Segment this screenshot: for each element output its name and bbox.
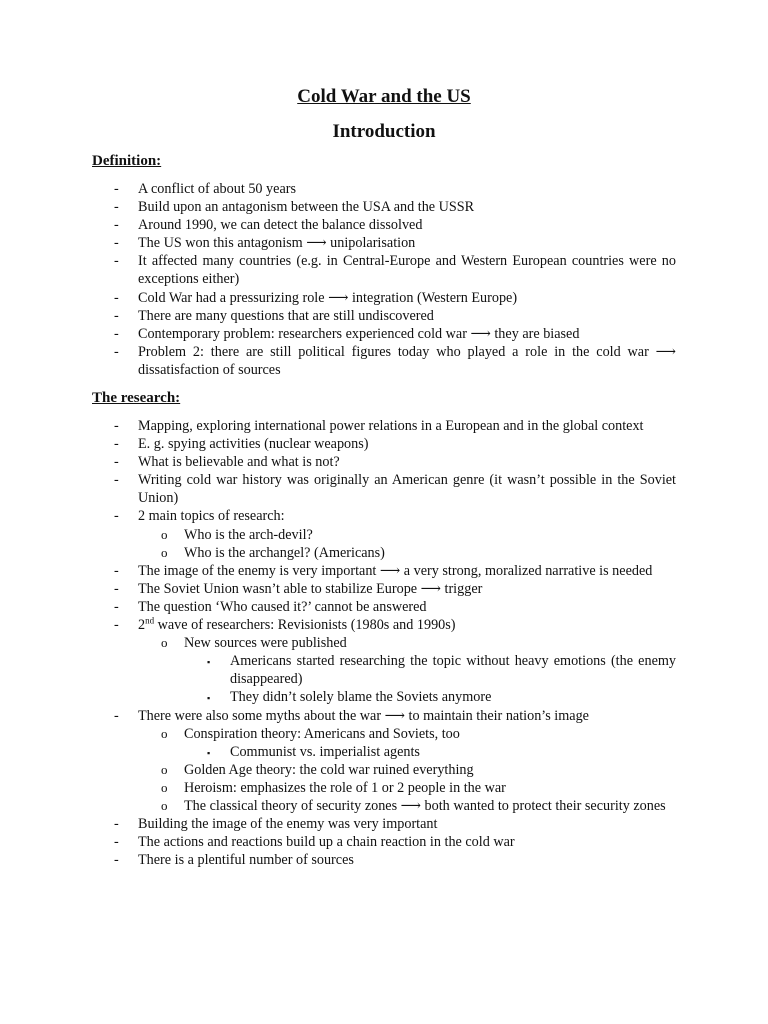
square-bullet-icon: ▪ [207,747,211,758]
list-item [0,507,768,525]
dash-bullet: - [114,598,119,615]
list-item-text [138,616,676,634]
list-item-text: The classical theory of security zones ⟶ both wanted to protect their security zones [184,797,666,814]
circle-bullet-icon: o [161,761,168,777]
list-item [0,779,768,797]
circle-bullet-icon: o [161,779,168,795]
dash-bullet: - [114,617,119,634]
list-item [0,180,768,198]
dash-bullet: - [114,307,119,324]
list-item-text: The question ‘Who caused it?’ cannot be answered [138,598,427,615]
list-item [0,216,768,234]
circle-bullet-icon: o [161,797,168,813]
list-item-text: E. g. spying activities (nuclear weapons) [138,436,369,453]
list-item [0,598,768,616]
list-item-text: Americans started researching the topic without heavy emotions (the enemy disappeared) [230,653,676,688]
list-item-text: The Soviet Union wasn’t able to stabilize Europe ⟶ trigger [138,580,483,597]
list-item-text: Writing cold war history was originally an American genre (it wasn’t possible in the Soviet Union) [138,472,676,507]
list-item-text: Mapping, exploring international power relations in a European and in the global context [138,418,644,434]
dash-bullet: - [114,235,119,252]
list-item [0,580,768,598]
list-item [0,761,768,779]
list-item [0,471,768,507]
list-item-text: Cold War had a pressurizing role ⟶ integration (Western Europe) [138,289,518,306]
dash-bullet: - [114,325,119,342]
dash-bullet: - [114,199,119,216]
list-item [0,307,768,325]
list-item-text: Golden Age theory: the cold war ruined everything [184,761,474,778]
document-subtitle: Introduction [332,121,436,142]
list-item [0,833,768,851]
list-item [0,453,768,471]
square-bullet-icon: ▪ [207,693,211,704]
dash-bullet: - [114,253,119,270]
dash-bullet: - [114,418,119,434]
research-list [0,417,768,869]
list-item-text-rest: wave of researchers: Revisionists (1980s and 1990s) [154,617,456,634]
circle-bullet-icon: o [161,526,168,542]
section-heading-definition: Definition: [92,153,162,169]
list-item-text: Communist vs. imperialist agents [230,743,420,760]
list-item-text: A conflict of about 50 years [138,181,296,197]
list-item [0,815,768,833]
dash-bullet: - [114,289,119,306]
list-item-text: Problem 2: there are still political figures today who played a role in the cold war ⟶ dissatisfaction of sources [138,343,676,378]
dash-bullet: - [114,834,119,851]
ordinal-suffix: nd [145,615,155,626]
dash-bullet: - [114,816,119,833]
list-item-text: Contemporary problem: researchers experienced cold war ⟶ they are biased [138,325,580,342]
list-item [0,562,768,580]
list-item-text: Heroism: emphasizes the role of 1 or 2 people in the war [184,779,506,796]
list-item [0,688,768,706]
list-item-text: Building the image of the enemy was very important [138,816,438,833]
list-item-text: The US won this antagonism ⟶ unipolarisation [138,235,416,252]
dash-bullet: - [114,454,119,471]
list-item-text: There is a plentiful number of sources [138,852,354,869]
dash-bullet: - [114,707,119,724]
list-item-text: Who is the arch-devil? [184,526,313,543]
dash-bullet: - [114,181,119,197]
list-item [0,743,768,761]
ordinal-number: 2 [138,617,146,634]
circle-bullet-icon: o [161,544,168,560]
dash-bullet: - [114,217,119,234]
list-item [0,725,768,743]
list-item [0,252,768,288]
dash-bullet: - [114,343,119,360]
list-item-text: It affected many countries (e.g. in Central-Europe and Western European countries were no exceptions either) [138,253,676,288]
list-item-text: Build upon an antagonism between the USA and the USSR [138,199,475,216]
list-item-text: There are many questions that are still undiscovered [138,307,434,324]
list-item [0,417,768,435]
list-item [0,234,768,252]
section-heading-research: The research: [92,390,181,406]
list-item-text: Conspiration theory: Americans and Soviets, too [184,725,460,742]
square-bullet-icon: ▪ [207,657,211,668]
list-item-text: Who is the archangel? (Americans) [184,544,385,561]
list-item-text: Around 1990, we can detect the balance dissolved [138,217,423,234]
list-item-text: The image of the enemy is very important ⟶ a very strong, moralized narrative is needed [138,562,653,579]
list-item [0,198,768,216]
list-item [0,325,768,343]
list-item-text: They didn’t solely blame the Soviets anymore [230,689,492,706]
dash-bullet: - [114,472,119,489]
dash-bullet: - [114,562,119,579]
dash-bullet: - [114,436,119,453]
dash-bullet: - [114,852,119,869]
list-item [0,797,768,815]
list-item [0,652,768,688]
circle-bullet-icon: o [161,725,168,741]
list-item [0,526,768,544]
list-item [0,544,768,562]
list-item-text: New sources were published [184,635,347,652]
list-item [0,851,768,869]
list-item-text: The actions and reactions build up a chain reaction in the cold war [138,834,515,851]
list-item [0,707,768,725]
list-item-text: There were also some myths about the war ⟶ to maintain their nation’s image [138,707,589,724]
dash-bullet: - [114,580,119,597]
list-item-text: What is believable and what is not? [138,454,340,471]
list-item [0,634,768,652]
document-title: Cold War and the US [297,86,471,107]
list-item [0,289,768,307]
list-item [0,343,768,379]
list-item [0,435,768,453]
list-item [0,616,768,634]
definition-list [0,180,768,379]
list-item-text: 2 main topics of research: [138,508,285,525]
dash-bullet: - [114,508,119,525]
circle-bullet-icon: o [161,635,168,651]
